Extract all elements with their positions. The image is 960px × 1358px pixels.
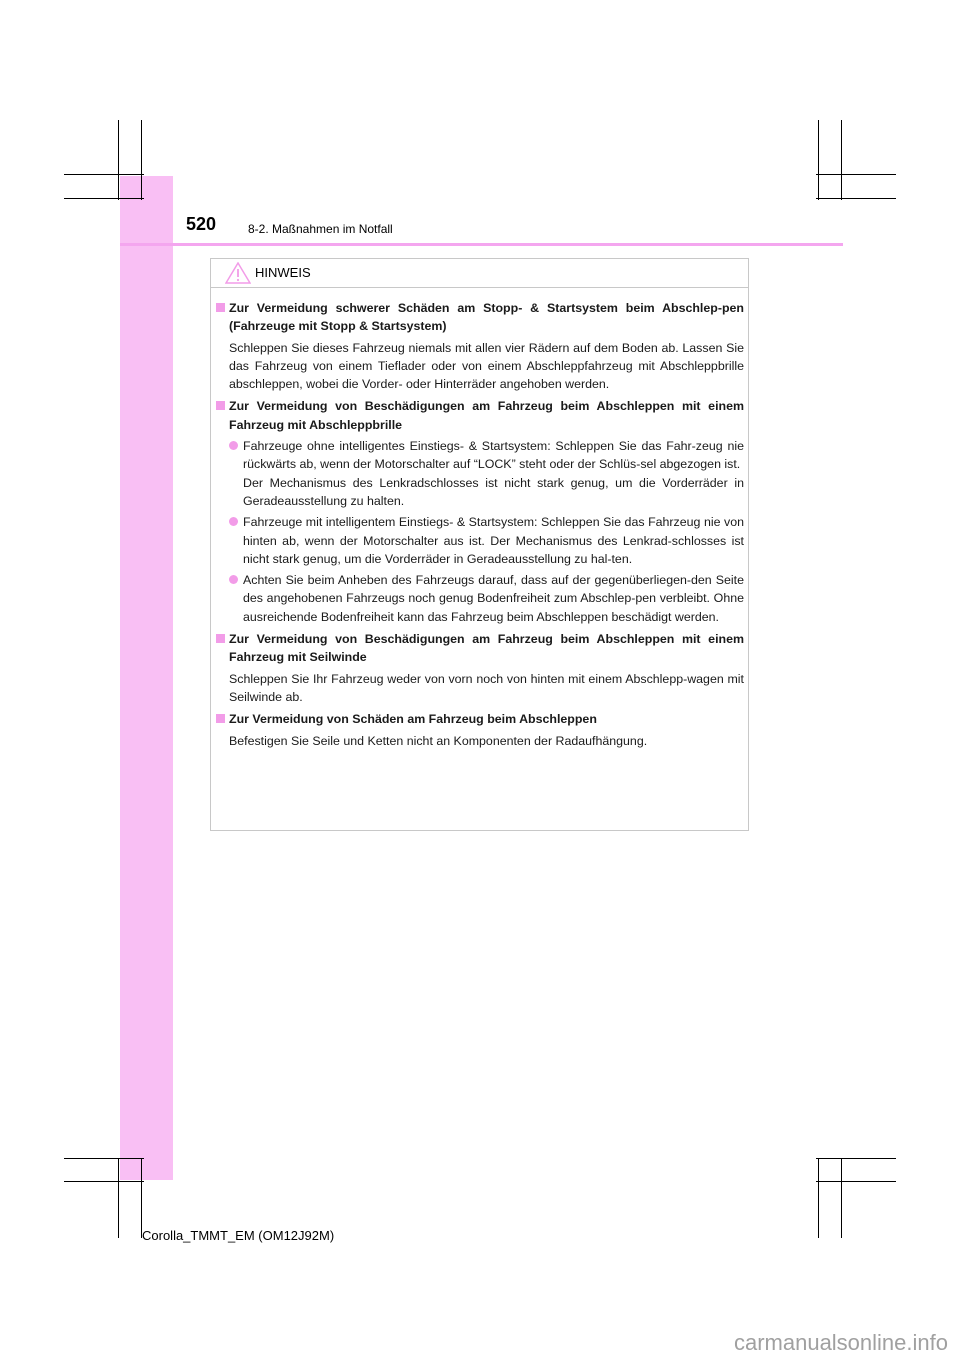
crop-mark (816, 174, 896, 175)
section-heading (216, 710, 744, 728)
crop-mark (64, 1181, 144, 1182)
section-heading-text: Zur Vermeidung von Beschädigungen am Fahrzeug beim Abschleppen mit einem Fahrzeug mit Seilwinde (229, 632, 744, 665)
crop-mark (141, 1158, 142, 1238)
crop-mark (64, 174, 144, 175)
section-heading-text: Zur Vermeidung von Schäden am Fahrzeug beim Abschleppen (229, 712, 597, 727)
page-number: 520 (186, 214, 217, 234)
list-item-text: Der Mechanismus des Lenkradschlosses ist nicht stark genug, um die Vorderräder in Geradeausstellung zu halten. (243, 475, 744, 508)
crop-mark (841, 120, 842, 200)
crop-mark (818, 120, 819, 200)
section-heading-text: Zur Vermeidung schwerer Schäden am Stopp- & Startsystem beim Abschlep-pen (Fahrzeuge mit Stopp & Startsystem) (229, 301, 744, 334)
section-heading (216, 397, 744, 434)
list-item (216, 437, 744, 510)
list-item-text: Achten Sie beim Anheben des Fahrzeugs darauf, dass auf der gegenüberliegen-den Seite des angehobenen Fahrzeugs noch genug Bodenfreiheit zum Abschlep-pen verbleibt. Ohne ausreichende Bodenfreiheit kann das Fahrzeug beim Abschleppen beschädigt werden. (243, 573, 744, 624)
notice-section (216, 299, 744, 393)
section-body: Befestigen Sie Seile und Ketten nicht an Komponenten der Radaufhängung. (229, 733, 648, 748)
square-bullet-icon (216, 303, 225, 312)
notice-title: HINWEIS (255, 265, 311, 280)
notice-body (216, 299, 744, 754)
crop-mark (816, 1158, 896, 1159)
round-bullet-icon (229, 517, 238, 526)
crop-mark (118, 1158, 119, 1238)
round-bullet-icon (229, 441, 238, 450)
watermark: carmanualsonline.info (733, 1330, 948, 1355)
crop-mark (841, 1158, 842, 1238)
section-title: 8-2. Maßnahmen im Notfall (248, 222, 393, 236)
round-bullet-icon (229, 575, 238, 584)
section-body: Schleppen Sie Ihr Fahrzeug weder von vorn noch von hinten mit einem Abschlepp-wagen mit Seilwinde ab. (229, 671, 744, 704)
notice-section (216, 397, 744, 626)
section-body: Schleppen Sie dieses Fahrzeug niemals mit allen vier Rädern auf dem Boden ab. Lassen Sie das Fahrzeug von einem Tieflader oder von einem Abschleppfahrzeug mit Abschleppbrille abschleppen, wobei die Vorder- oder Hinterräder angehoben werden. (229, 340, 744, 392)
list-item (216, 571, 744, 626)
document-id: Corolla_TMMT_EM (OM12J92M) (142, 1228, 335, 1243)
list-item-text: Fahrzeuge mit intelligentem Einstiegs- & Startsystem: Schleppen Sie das Fahrzeug nie von hinten ab, wenn der Motorschalter aus ist. Der Mechanismus des Lenkrad-schlosses ist nicht stark genug, um die Vorderräder in Geradeausstellung zu hal-ten. (243, 515, 744, 566)
header-rule (120, 243, 843, 246)
list-item-text: Fahrzeuge ohne intelligentes Einstiegs- & Startsystem: Schleppen Sie das Fahr-zeug nie rückwärts ab, wenn der Motorschalter auf “LOCK” steht oder der Schlüs-sel abgezogen ist. (243, 439, 744, 472)
section-heading-text: Zur Vermeidung von Beschädigungen am Fahrzeug beim Abschleppen mit einem Fahrzeug mit Abschleppbrille (229, 399, 744, 432)
square-bullet-icon (216, 714, 225, 723)
warning-triangle-icon (225, 262, 251, 284)
notice-box (210, 258, 749, 831)
notice-section (216, 630, 744, 706)
crop-mark (818, 1158, 819, 1238)
section-heading (216, 299, 744, 336)
crop-mark (141, 120, 142, 200)
section-heading (216, 630, 744, 667)
side-color-band (120, 176, 173, 1180)
list-item (216, 513, 744, 568)
notice-header (211, 259, 748, 288)
crop-mark (816, 1181, 896, 1182)
crop-mark (816, 198, 896, 199)
square-bullet-icon (216, 401, 225, 410)
crop-mark (64, 198, 144, 199)
crop-mark (118, 120, 119, 200)
notice-section (216, 710, 744, 750)
crop-mark (64, 1158, 144, 1159)
square-bullet-icon (216, 634, 225, 643)
